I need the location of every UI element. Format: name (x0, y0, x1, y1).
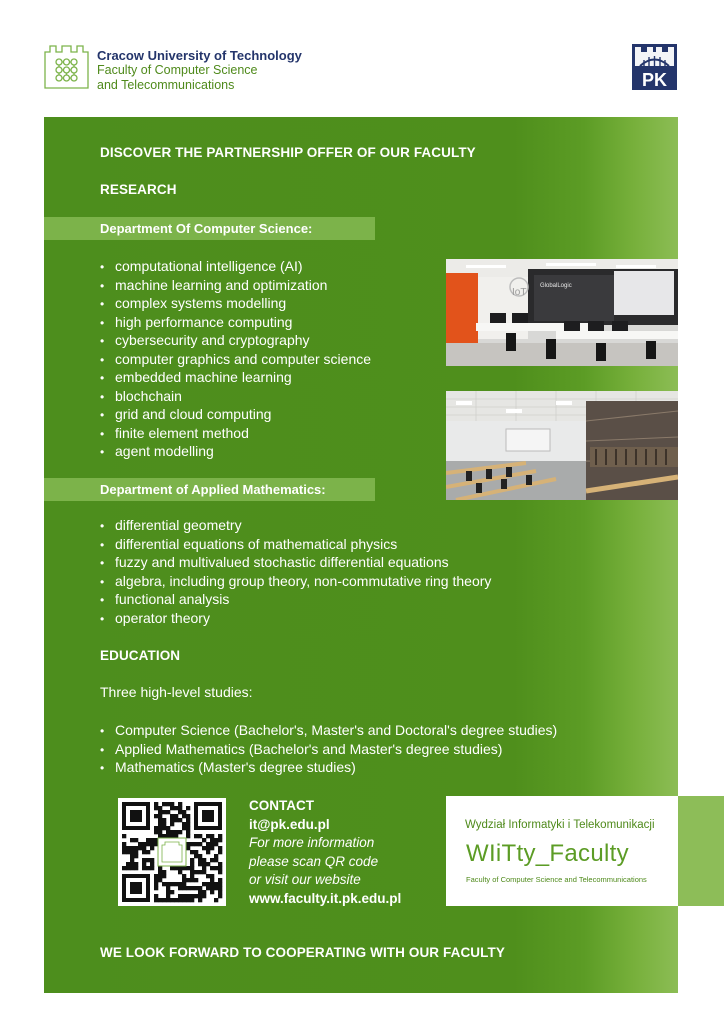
list-item: • blochchain (100, 387, 371, 406)
list-item: • fuzzy and multivalued stochastic differential equations (100, 553, 491, 572)
university-name: Cracow University of Technology (97, 48, 302, 63)
pk-logo-text: PK (641, 70, 668, 90)
contact-block (249, 797, 401, 908)
cs-research-list (100, 257, 371, 461)
list-item: • functional analysis (100, 590, 491, 609)
list-item: • agent modelling (100, 442, 371, 461)
cs-department-title: Department Of Computer Science: (44, 217, 375, 240)
list-item: • Applied Mathematics (Bachelor's and Master's degree studies) (100, 740, 557, 759)
headline: DISCOVER THE PARTNERSHIP OFFER OF OUR FACULTY (100, 145, 476, 160)
contact-info-line3: or visit our website (249, 872, 361, 887)
wiit-brand-box (446, 796, 678, 906)
education-heading: EDUCATION (100, 648, 181, 663)
iot-lab-photo (446, 259, 678, 366)
list-item: • grid and cloud computing (100, 405, 371, 424)
brand-main-title: WIiTty_Faculty (466, 840, 629, 867)
list-item: • complex systems modelling (100, 294, 371, 313)
list-item: • cybersecurity and cryptography (100, 331, 371, 350)
list-item: • machine learning and optimization (100, 276, 371, 295)
qr-code-icon[interactable] (118, 798, 226, 906)
list-item: • differential geometry (100, 516, 491, 535)
list-item: • computer graphics and computer science (100, 350, 371, 369)
math-department-title: Department of Applied Mathematics: (44, 478, 375, 501)
list-item: • embedded machine learning (100, 368, 371, 387)
list-item: • Computer Science (Bachelor's, Master's and Doctoral's degree studies) (100, 721, 557, 740)
classroom-photo (446, 391, 678, 500)
footer-cta: WE LOOK FORWARD TO COOPERATING WITH OUR FACULTY (100, 945, 505, 960)
lab-wall-iot-text: IoT (512, 287, 527, 298)
side-accent-tab (678, 796, 724, 906)
faculty-name-line2: and Telecommunications (97, 78, 235, 92)
brand-polish-name: Wydział Informatyki i Telekomunikacji (465, 819, 655, 831)
contact-info-line2: please scan QR code (249, 853, 379, 869)
studies-list (100, 721, 557, 777)
faculty-grid-logo-icon (44, 44, 89, 89)
contact-info-line1: For more information (249, 835, 375, 850)
pk-crest-logo-icon (632, 44, 677, 90)
list-item: • algebra, including group theory, non-commutative ring theory (100, 572, 491, 591)
math-research-list (100, 516, 491, 627)
contact-website[interactable]: www.faculty.it.pk.edu.pl (249, 890, 402, 906)
contact-email[interactable]: it@pk.edu.pl (249, 816, 330, 832)
list-item: • finite element method (100, 424, 371, 443)
list-item: • Mathematics (Master's degree studies) (100, 758, 557, 777)
brand-subtitle: Faculty of Computer Science and Telecommunications (466, 875, 647, 884)
research-heading: RESEARCH (100, 182, 177, 197)
faculty-name-line1: Faculty of Computer Science (97, 63, 258, 77)
list-item: • operator theory (100, 609, 491, 628)
contact-heading: CONTACT (249, 798, 314, 813)
lab-wall-brand-text: GlobalLogic (540, 283, 572, 289)
list-item: • high performance computing (100, 313, 371, 332)
list-item: • differential equations of mathematical physics (100, 535, 491, 554)
studies-intro: Three high-level studies: (100, 684, 253, 700)
header-title-block (97, 48, 302, 93)
list-item: • computational intelligence (AI) (100, 257, 371, 276)
